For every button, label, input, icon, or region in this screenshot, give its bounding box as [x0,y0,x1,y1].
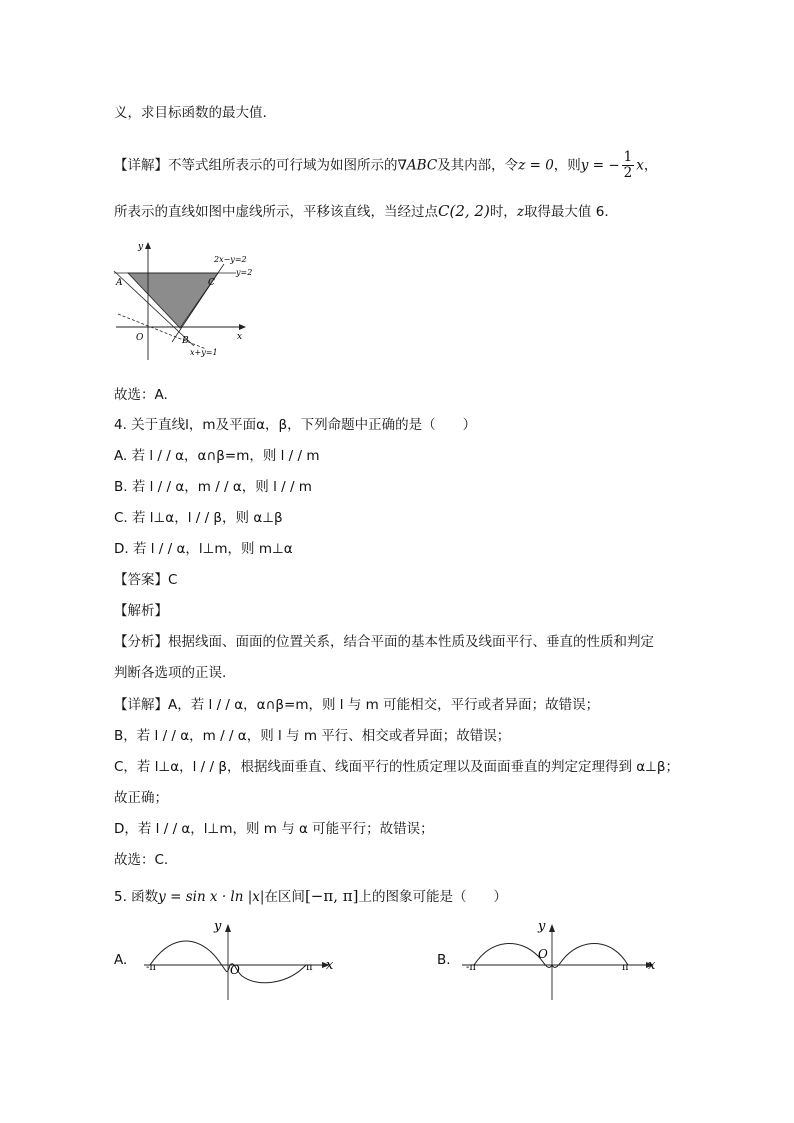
question-4-option-a [114,447,320,465]
answer-text: 【答案】C [114,572,178,588]
selection-text: 故选：C. [114,852,169,868]
question-4-option-b [114,478,312,496]
z-equation: z = 0 [518,157,554,174]
paragraph-select-a [114,386,168,404]
function-expression: y = sin x · ln |x| [158,889,265,905]
graph-pi-label: π [622,962,629,973]
detail-comma: ， [643,157,658,174]
paragraph-intro [114,104,267,122]
option-label: B. [437,952,451,968]
fraction [622,150,635,181]
option-text: A. 若 l / / α，α∩β=m，则 l / / m [114,448,320,464]
graph-a-label [114,951,127,969]
x-axis-arrow [239,324,246,330]
y-axis-arrow [145,242,151,249]
feasible-region [128,273,218,328]
detail-line-c [114,758,679,776]
detail-body: C，若 l⊥α，l / / β，根据线面垂直、线面平行的性质定理以及面面垂直的判定定理得到 α⊥β； [114,759,680,775]
graph-y-label: y [538,919,546,934]
graph-negpi-label: -π [466,962,476,973]
detail-text-2: 及其内部，令 [437,157,519,174]
analysis-body: 判断各选项的正误. [114,665,227,681]
fig-line2-label: y=2 [236,268,253,277]
paragraph-detail-2 [114,202,609,221]
graph-y-label: y [214,919,222,934]
graph-origin-label: O [538,947,548,961]
question-4-option-c [114,509,283,527]
y-axis-arrow [549,924,555,932]
analysis-line-2 [114,664,226,682]
paragraph-detail-1 [114,150,657,181]
graph-a [140,916,340,1002]
selection-line [114,851,168,869]
detail-line-c2 [114,789,168,807]
detail-body: D，若 l / / α，l⊥m，则 m 与 α 可能平行；故错误； [114,821,434,837]
fig-origin-label: O [136,333,144,343]
fig-point-b: B [182,336,189,346]
analysis-text: 【解析】 [114,603,168,619]
detail-line-a [114,696,599,714]
triangle-symbol: ∇ABC [397,157,438,174]
detail-text: 【详解】不等式组所表示的可行域为如图所示的 [114,157,398,174]
analysis-body: 【分析】根据线面、面面的位置关系，结合平面的基本性质及线面平行、垂直的性质和判定 [114,634,654,650]
graph-negpi-label: -π [146,962,156,973]
detail-line-b [114,727,510,745]
y-equation: y = − [580,157,620,174]
fraction-numerator: 1 [623,149,633,165]
detail-text-3: ，则 [553,157,581,174]
analysis-heading [114,602,168,620]
dashed-objective-line [118,314,206,349]
graph-origin-label: O [230,963,240,977]
graph-x-label: x [326,958,334,973]
graph-pi-label: π [306,962,313,973]
detail-text: 所表示的直线如图中虚线所示，平移该直线，当经过点 [114,204,438,220]
question-text-2: 在区间 [264,889,305,905]
detail-body: 【详解】A，若 l / / α，α∩β=m，则 l 与 m 可能相交，平行或者异面；故错误； [114,697,600,713]
fraction-denominator: 2 [623,165,633,181]
detail-text-2: 时， [489,204,517,220]
graph-x-label: x [648,958,656,973]
question-4-stem [114,416,476,434]
x-variable: x [636,157,644,174]
intro-text: 义，求目标函数的最大值. [114,105,267,121]
detail-line-d [114,820,434,838]
option-text: D. 若 l / / α，l⊥m，则 m⊥α [114,541,293,557]
fig-line1-label: 2x−y=2 [214,255,247,264]
analysis-line-1 [114,633,654,651]
question-text-3: 上的图象可能是（ ） [358,889,507,905]
graph-b [458,916,668,1002]
selection-text: 故选：A. [114,387,168,403]
question-4-option-d [114,540,293,558]
graph-b-label [437,951,451,969]
z-variable: z [516,204,524,220]
interval: [−π, π] [304,887,359,905]
point-c: C(2, 2) [438,202,490,220]
fig-point-a: A [116,278,123,288]
fig-y-label: y [138,242,144,252]
option-label: A. [114,952,128,968]
y-axis-arrow [225,924,231,932]
option-text: B. 若 l / / α，m / / α，则 l / / m [114,479,312,495]
question-text: 4. 关于直线l，m及平面α，β，下列命题中正确的是（ ） [114,417,477,433]
function-curve [474,943,628,967]
question-5-stem [114,887,507,906]
feasible-region-figure [110,238,260,363]
fig-point-c: C [208,278,215,288]
question-text: 5. 函数 [114,889,159,905]
fig-line3-label: x+y=1 [190,348,218,357]
answer-line [114,571,177,589]
fig-x-label: x [237,332,243,342]
detail-text-3: 取得最大值 6. [523,204,609,220]
option-text: C. 若 l⊥α，l / / β，则 α⊥β [114,510,283,526]
detail-body: 故正确； [114,790,168,806]
detail-body: B，若 l / / α，m / / α，则 l 与 m 平行、相交或者异面；故错误； [114,728,511,744]
